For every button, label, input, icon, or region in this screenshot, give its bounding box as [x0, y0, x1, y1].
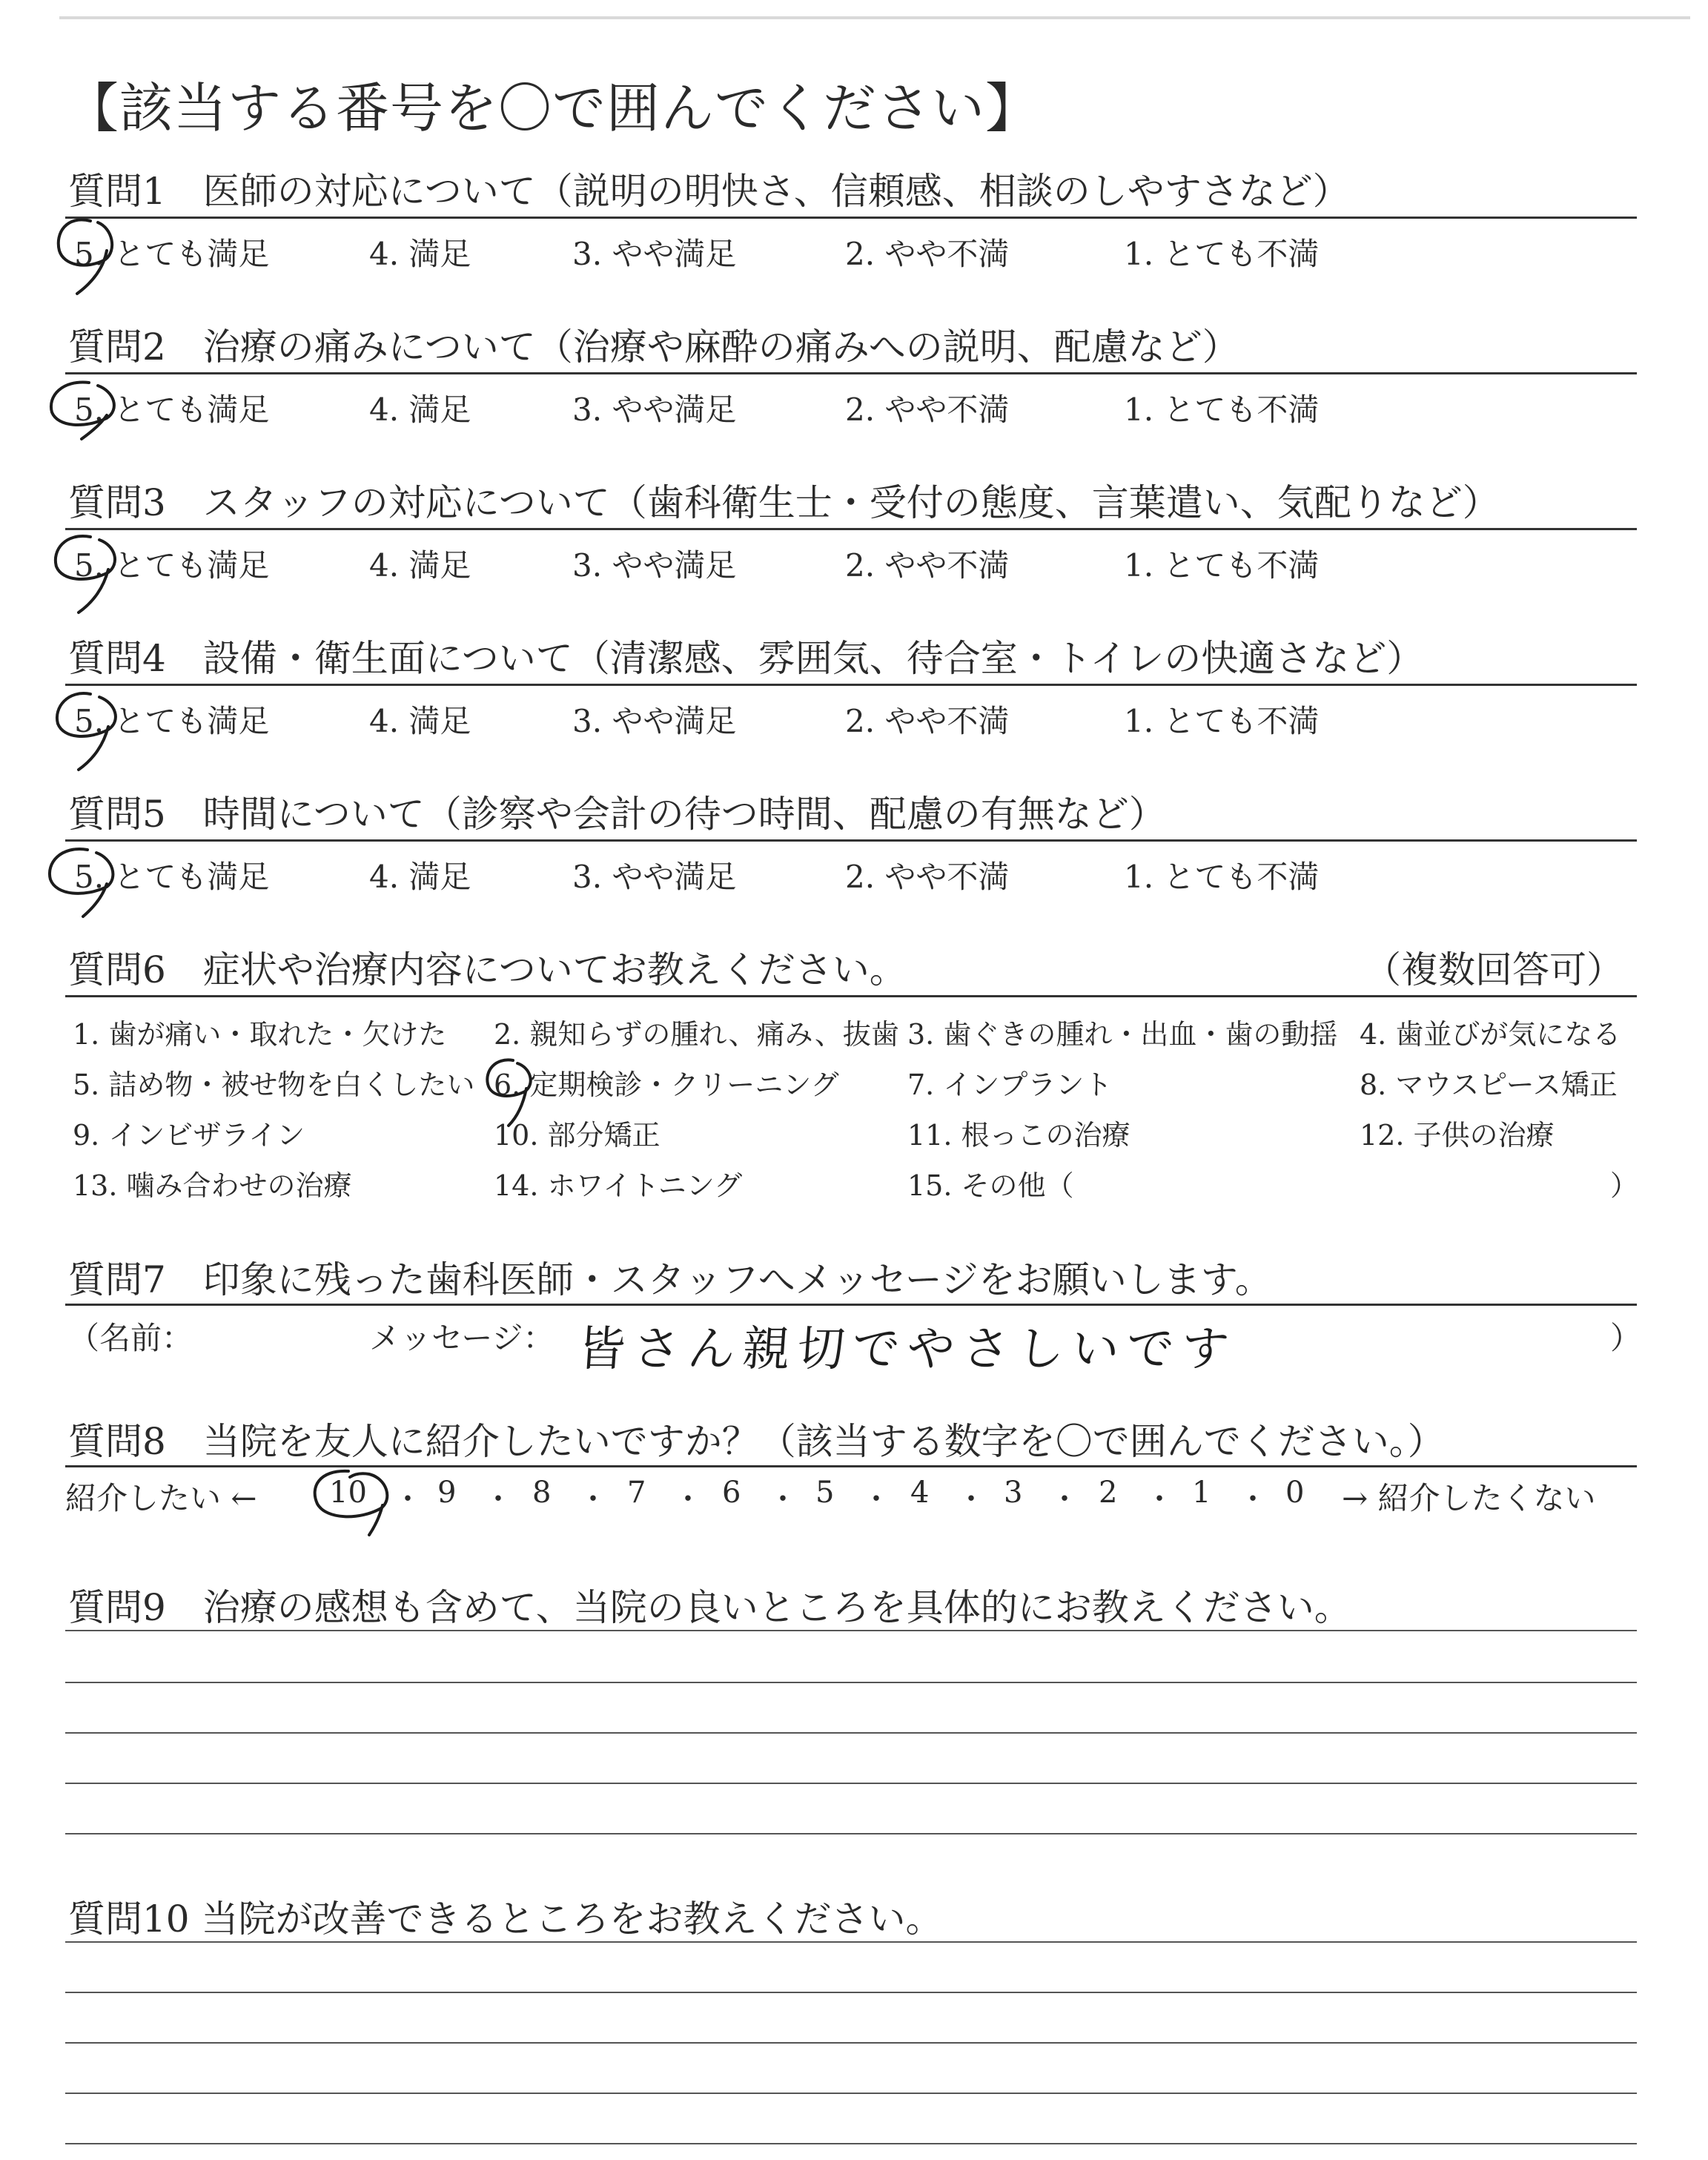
- q6-item-3[interactable]: 3. 歯ぐきの腫れ・出血・歯の動揺: [907, 1018, 1338, 1051]
- q8-hand-circle: [301, 1458, 412, 1539]
- q1-title: 質問1 医師の対応について（説明の明快さ、信頼感、相談のしやすさなど）: [68, 170, 1350, 213]
- q8-value-2[interactable]: 2: [1099, 1476, 1118, 1510]
- q8-value-4[interactable]: 4: [910, 1476, 930, 1510]
- q3-option-4[interactable]: 4. 満足: [369, 547, 471, 584]
- q7-message-label: メッセージ：: [369, 1320, 555, 1356]
- q4-option-2[interactable]: 2. やや不満: [845, 703, 1010, 739]
- q8-value-8[interactable]: 8: [532, 1476, 552, 1510]
- q7-rule: [65, 1304, 1637, 1306]
- q10-line-3: [65, 2042, 1637, 2044]
- q6-note: （複数回答可）: [1364, 948, 1623, 991]
- q3-rule: [65, 528, 1637, 530]
- q2-option-5[interactable]: 5. とても満足: [74, 392, 270, 428]
- q8-dot: ・: [1145, 1482, 1174, 1516]
- q4-option-4[interactable]: 4. 満足: [369, 703, 471, 739]
- q8-dot: ・: [578, 1482, 608, 1516]
- q7-message-handwritten: 皆さん親切でやさしいです: [575, 1322, 1239, 1377]
- q6-item-5[interactable]: 5. 詰め物・被せ物を白くしたい: [73, 1069, 475, 1101]
- q5-hand-circle: [39, 836, 135, 925]
- q6-item-15-close: ）: [1610, 1169, 1639, 1202]
- q10-line-5: [65, 2143, 1637, 2144]
- q6-rule: [65, 995, 1637, 997]
- q6-item-9[interactable]: 9. インビザライン: [73, 1119, 305, 1152]
- q6-item-1[interactable]: 1. 歯が痛い・取れた・欠けた: [73, 1018, 447, 1051]
- q2-option-4[interactable]: 4. 満足: [369, 392, 471, 428]
- page-header: 【該当する番号を〇で囲んでください】: [65, 77, 1040, 139]
- q6-item-15[interactable]: 15. その他（: [907, 1169, 1074, 1202]
- q8-title: 質問8 当院を友人に紹介したいですか？（該当する数字を〇で囲んでください。）: [68, 1420, 1445, 1463]
- q8-value-7[interactable]: 7: [627, 1476, 646, 1510]
- q6-item-8[interactable]: 8. マウスピース矯正: [1360, 1069, 1618, 1101]
- q3-option-3[interactable]: 3. やや満足: [572, 547, 737, 584]
- q3-option-1[interactable]: 1. とても不満: [1124, 547, 1320, 584]
- q6-title: 質問6 症状や治療内容についてお教えください。: [68, 948, 907, 991]
- q2-option-1[interactable]: 1. とても不満: [1124, 392, 1320, 428]
- q6-item-13[interactable]: 13. 噛み合わせの治療: [73, 1169, 352, 1202]
- q7-close-paren: ）: [1610, 1320, 1642, 1356]
- q4-title: 質問4 設備・衛生面について（清潔感、雰囲気、待合室・トイレの快適さなど）: [68, 637, 1424, 680]
- q3-option-5[interactable]: 5. とても満足: [74, 547, 270, 584]
- q8-dot: ・: [1238, 1482, 1268, 1516]
- q5-option-5[interactable]: 5. とても満足: [74, 859, 270, 895]
- q6-item-6[interactable]: 6. 定期検診・クリーニング: [494, 1069, 839, 1101]
- q8-dot: ・: [483, 1482, 513, 1516]
- q8-dot: ・: [673, 1482, 703, 1516]
- q10-line-1: [65, 1941, 1637, 1943]
- q1-option-2[interactable]: 2. やや不満: [845, 236, 1010, 272]
- q4-option-3[interactable]: 3. やや満足: [572, 703, 737, 739]
- q10-line-4: [65, 2093, 1637, 2094]
- q9-line-1: [65, 1630, 1637, 1631]
- q8-left-label: 紹介したい ←: [65, 1480, 257, 1516]
- q6-item-4[interactable]: 4. 歯並びが気になる: [1360, 1018, 1621, 1051]
- q4-rule: [65, 684, 1637, 686]
- q5-option-4[interactable]: 4. 満足: [369, 859, 471, 895]
- q5-rule: [65, 839, 1637, 842]
- q6-item-12[interactable]: 12. 子供の治療: [1360, 1119, 1555, 1152]
- q6-item-7[interactable]: 7. インプラント: [907, 1069, 1113, 1101]
- q9-title: 質問9 治療の感想も含めて、当院の良いところを具体的にお教えください。: [68, 1586, 1351, 1629]
- q5-title: 質問5 時間について（診察や会計の待つ時間、配慮の有無など）: [68, 793, 1166, 836]
- q4-hand-circle: [44, 681, 141, 777]
- q6-item-2[interactable]: 2. 親知らずの腫れ、痛み、抜歯: [494, 1018, 899, 1051]
- q5-option-2[interactable]: 2. やや不満: [845, 859, 1010, 895]
- q7-title: 質問7 印象に残った歯科医師・スタッフへメッセージをお願いします。: [68, 1258, 1272, 1301]
- q8-dot: ・: [768, 1482, 798, 1516]
- scan-top-edge: [59, 16, 1690, 19]
- q1-rule: [65, 217, 1637, 219]
- q3-hand-circle: [43, 524, 139, 620]
- q9-line-5: [65, 1833, 1637, 1834]
- q2-title: 質問2 治療の痛みについて（治療や麻酔の痛みへの説明、配慮など）: [68, 326, 1239, 369]
- q8-value-0[interactable]: 0: [1285, 1476, 1305, 1510]
- q8-value-10[interactable]: 10: [329, 1476, 367, 1510]
- q1-option-5[interactable]: 5. とても満足: [74, 236, 270, 272]
- q4-option-1[interactable]: 1. とても不満: [1124, 703, 1320, 739]
- q9-line-2: [65, 1682, 1637, 1683]
- q3-title: 質問3 スタッフの対応について（歯科衛生士・受付の態度、言葉遣い、気配りなど）: [68, 481, 1500, 524]
- q1-option-3[interactable]: 3. やや満足: [572, 236, 737, 272]
- q8-dot: ・: [861, 1482, 891, 1516]
- q10-line-2: [65, 1992, 1637, 1993]
- q3-option-2[interactable]: 2. やや不満: [845, 547, 1010, 584]
- q8-value-9[interactable]: 9: [437, 1476, 457, 1510]
- q10-title: 質問10 当院が改善できるところをお教えください。: [68, 1898, 943, 1941]
- q8-value-3[interactable]: 3: [1004, 1476, 1023, 1510]
- q8-dot: ・: [1050, 1482, 1079, 1516]
- q8-right-label: → 紹介したくない: [1342, 1480, 1596, 1516]
- q6-hand-circle: [479, 1051, 546, 1133]
- q2-option-2[interactable]: 2. やや不満: [845, 392, 1010, 428]
- q1-hand-circle: [44, 208, 133, 304]
- q8-value-1[interactable]: 1: [1192, 1476, 1211, 1510]
- q5-option-1[interactable]: 1. とても不満: [1124, 859, 1320, 895]
- q8-value-5[interactable]: 5: [815, 1476, 835, 1510]
- q7-name-label: （名前：: [68, 1320, 193, 1356]
- q5-option-3[interactable]: 3. やや満足: [572, 859, 737, 895]
- q2-hand-circle: [40, 371, 136, 445]
- q8-value-6[interactable]: 6: [722, 1476, 741, 1510]
- q9-line-4: [65, 1783, 1637, 1784]
- q2-rule: [65, 372, 1637, 374]
- q6-item-14[interactable]: 14. ホワイトニング: [494, 1169, 743, 1202]
- q6-item-11[interactable]: 11. 根っこの治療: [907, 1119, 1131, 1152]
- q1-option-4[interactable]: 4. 満足: [369, 236, 471, 272]
- q8-dot: ・: [393, 1482, 423, 1516]
- q1-option-1[interactable]: 1. とても不満: [1124, 236, 1320, 272]
- q8-dot: ・: [956, 1482, 986, 1516]
- q6-item-10[interactable]: 10. 部分矯正: [494, 1119, 661, 1152]
- q4-option-5[interactable]: 5. とても満足: [74, 703, 270, 739]
- q2-option-3[interactable]: 3. やや満足: [572, 392, 737, 428]
- q9-line-3: [65, 1732, 1637, 1734]
